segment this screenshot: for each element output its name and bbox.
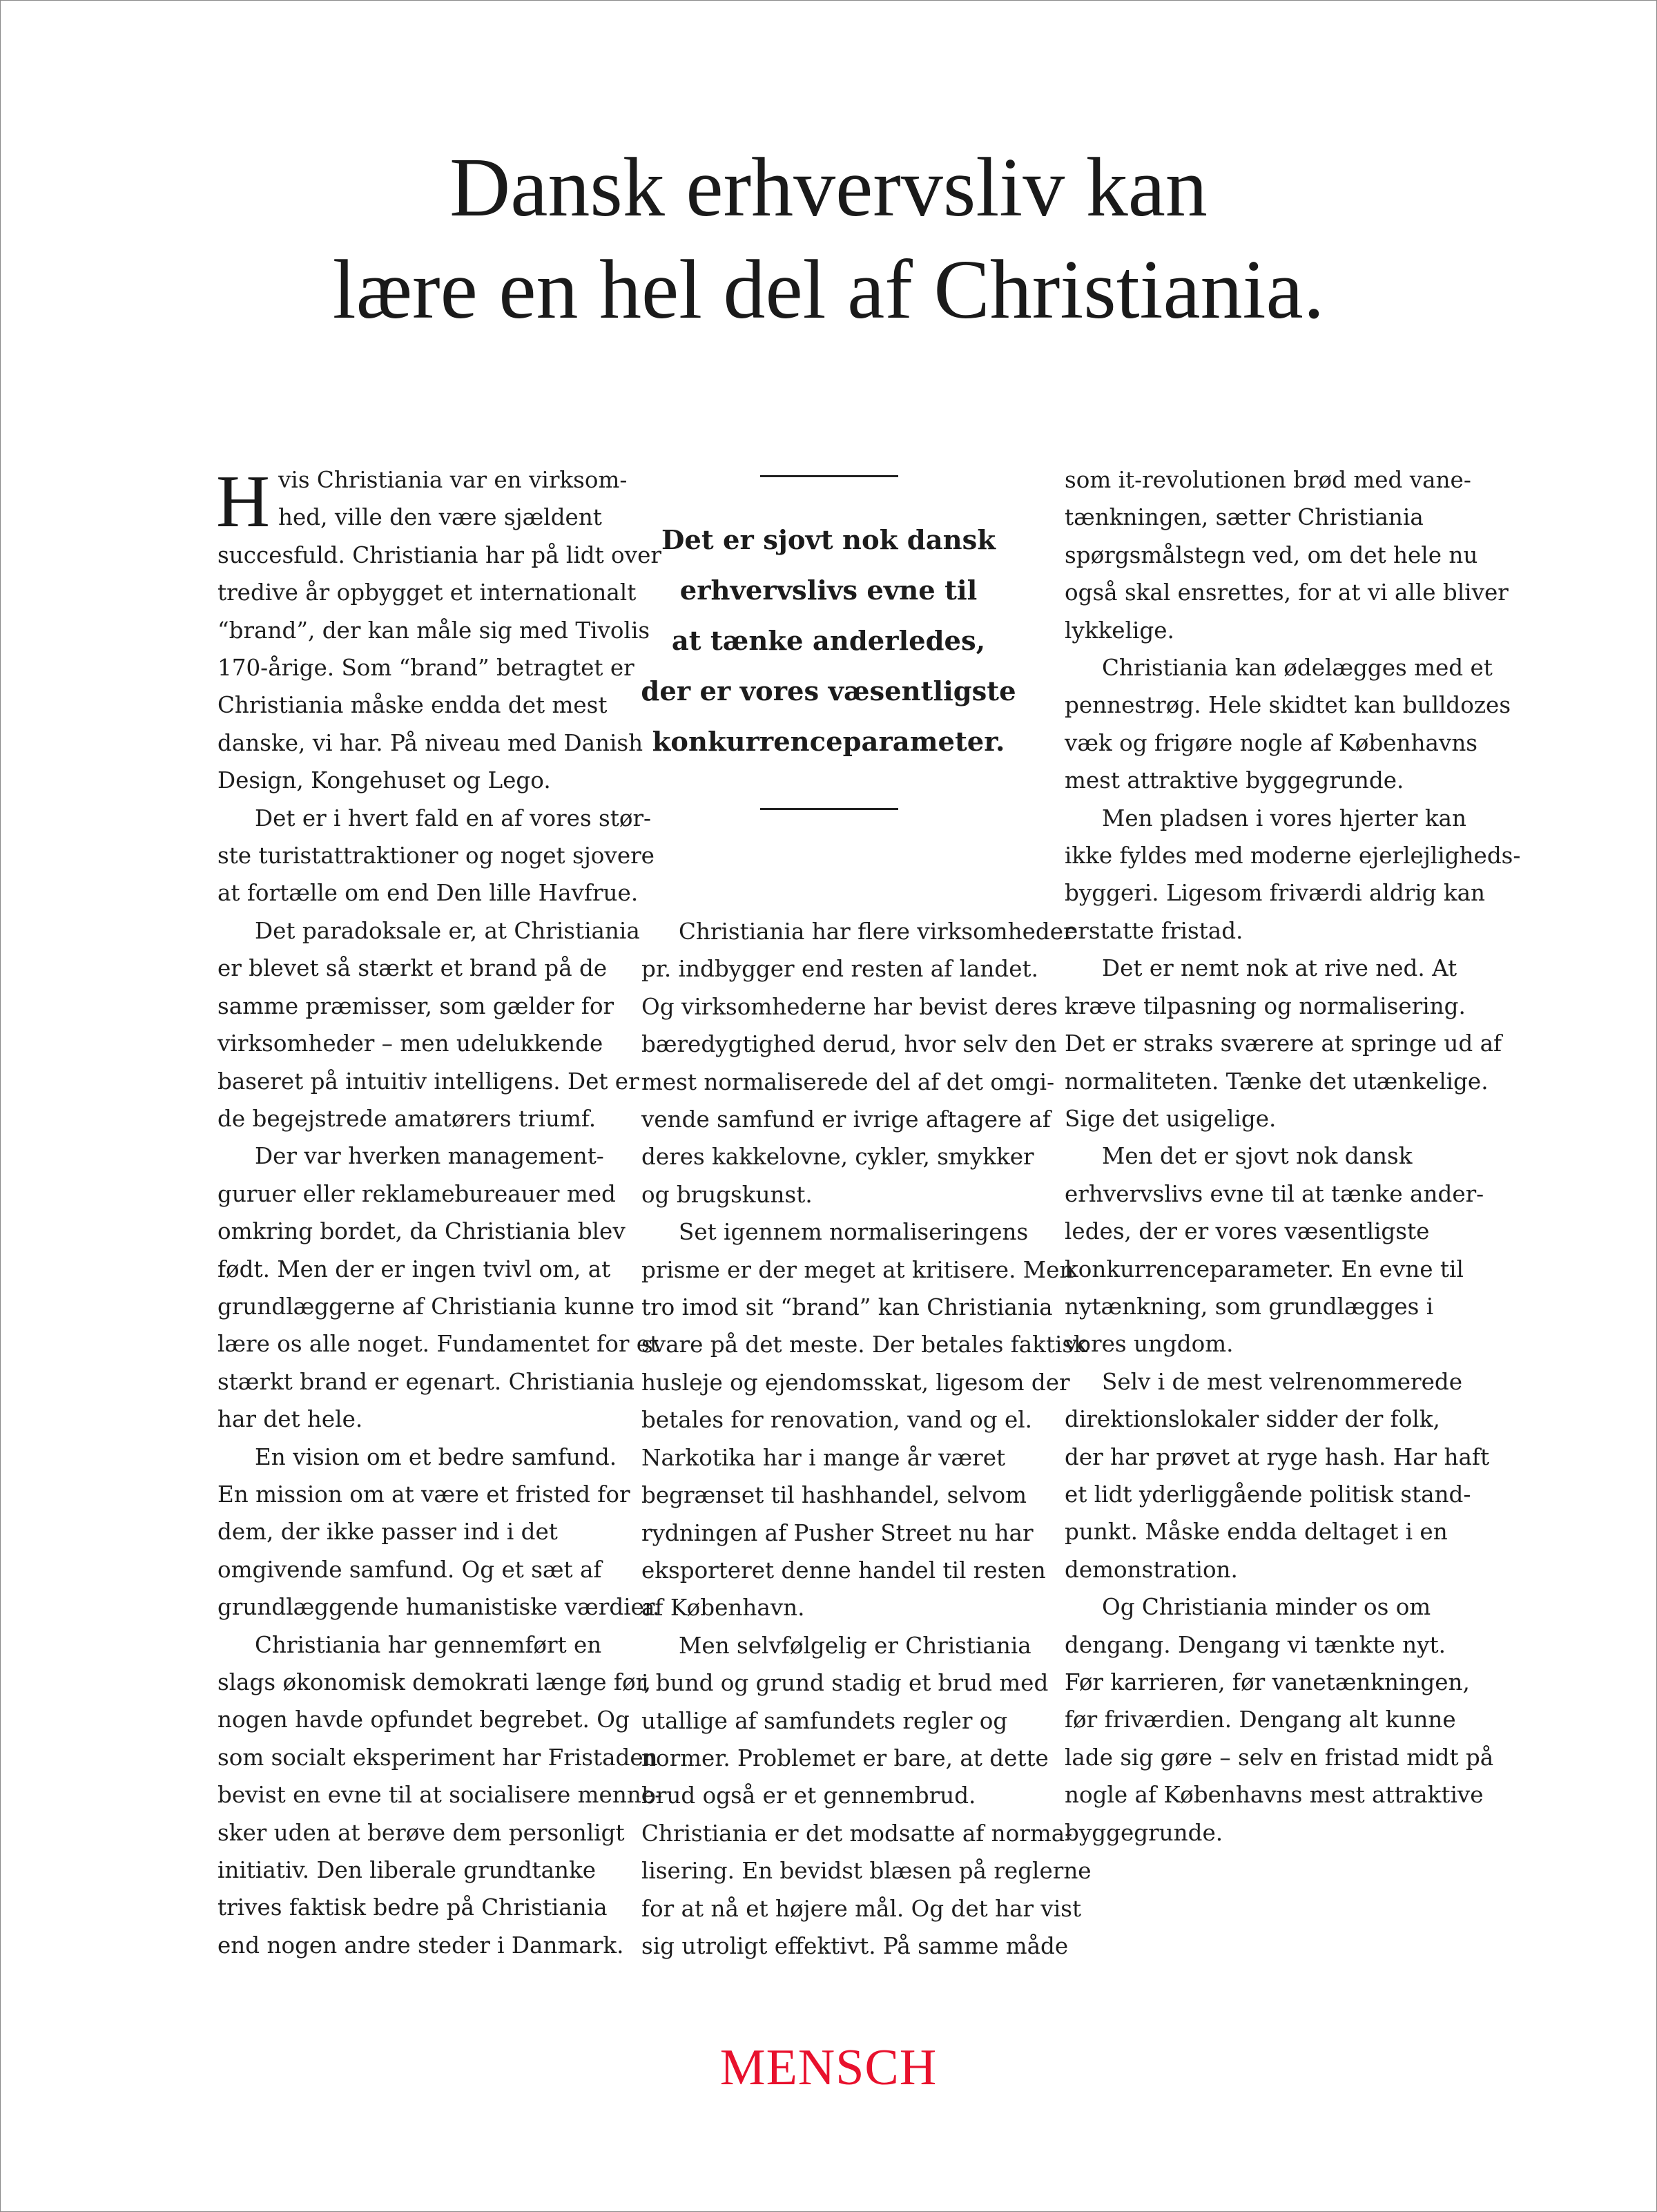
text-line: før friværdien. Dengang alt kunne <box>1065 1706 1456 1733</box>
text-line: Og Christiania minder os om <box>1102 1594 1431 1621</box>
text-line: grundlæggende humanistiske værdier. <box>217 1594 660 1621</box>
text-line: bevist en evne til at socialisere menne- <box>217 1782 663 1809</box>
text-line: ste turistattraktioner og noget sjovere <box>217 843 655 869</box>
text-line: Christiania har flere virksomheder <box>679 919 1074 945</box>
text-line: tredive år opbygget et internationalt <box>217 579 637 606</box>
text-line: Christiania har gennemført en <box>255 1631 602 1658</box>
text-line: lade sig gøre – selv en fristad midt på <box>1065 1744 1494 1771</box>
text-line: Men selvfølgelig er Christiania <box>679 1632 1031 1659</box>
text-line: Design, Kongehuset og Lego. <box>217 767 551 794</box>
text-line: født. Men der er ingen tvivl om, at <box>217 1256 611 1282</box>
text-line: tro imod sit “brand” kan Christiania <box>641 1294 1053 1321</box>
text-line: Sige det usigelige. <box>1065 1105 1277 1132</box>
text-line: hed, ville den være sjældent <box>278 504 602 531</box>
text-line: Det er straks sværere at springe ud af <box>1065 1030 1502 1057</box>
text-line: bæredygtighed derud, hvor selv den <box>641 1031 1057 1058</box>
text-line: kræve tilpasning og normalisering. <box>1065 992 1466 1019</box>
article-column-2 <box>641 913 1092 1965</box>
text-line: deres kakkelovne, cykler, smykker <box>641 1144 1034 1171</box>
text-line: Christiania er det modsatte af norma- <box>641 1820 1073 1847</box>
text-line: vores ungdom. <box>1065 1331 1234 1358</box>
text-line: spørgsmålstegn ved, om det hele nu <box>1065 541 1478 568</box>
pull-quote-line: der er vores væsentligste <box>641 676 1016 707</box>
text-line: initiativ. Den liberale grundtanke <box>217 1857 597 1884</box>
text-line: Men pladsen i vores hjerter kan <box>1102 805 1466 831</box>
text-line: pr. indbygger end resten af landet. <box>641 956 1038 983</box>
text-line: Narkotika har i mange år været <box>641 1444 1006 1471</box>
text-line: normer. Problemet er bare, at dette <box>641 1744 1049 1771</box>
text-line: virksomheder – men udelukkende <box>217 1030 603 1057</box>
text-line: er blevet så stærkt et brand på de <box>217 955 608 982</box>
text-line: stærkt brand er egenart. Christiania <box>217 1368 635 1395</box>
article-column-3 <box>1065 461 1521 1852</box>
text-line: mest attraktive byggegrunde. <box>1065 767 1404 794</box>
text-line: ikke fyldes med moderne ejerlejligheds- <box>1065 843 1521 869</box>
text-line: eksporteret denne handel til resten <box>641 1557 1046 1584</box>
text-line: dengang. Dengang vi tænkte nyt. <box>1065 1631 1446 1658</box>
pull-quote-line: Det er sjovt nok dansk <box>661 525 996 556</box>
text-line: “brand”, der kan måle sig med Tivolis <box>217 617 650 644</box>
text-line: Set igennem normaliseringens <box>679 1219 1029 1246</box>
text-line: utallige af samfundets regler og <box>641 1707 1008 1734</box>
text-line: succesfuld. Christiania har på lidt over <box>217 541 661 568</box>
text-line: Der var hverken management- <box>255 1143 604 1170</box>
text-line: Men det er sjovt nok dansk <box>1102 1143 1413 1170</box>
text-line: mest normaliserede del af det omgi- <box>641 1068 1055 1095</box>
text-line: i bund og grund stadig et brud med <box>641 1670 1049 1697</box>
text-line: af København. <box>641 1595 805 1622</box>
text-line: som it-revolutionen brød med vane- <box>1065 467 1471 493</box>
text-line: som socialt eksperiment har Fristaden <box>217 1744 658 1771</box>
text-line: samme præmisser, som gælder for <box>217 992 614 1019</box>
text-line: byggeri. Ligesom friværdi aldrig kan <box>1065 880 1486 907</box>
text-line: husleje og ejendomsskat, ligesom der <box>641 1369 1070 1396</box>
text-line: nogen havde opfundet begrebet. Og <box>217 1706 630 1733</box>
text-line: betales for renovation, vand og el. <box>641 1407 1033 1434</box>
text-line: begrænset til hashhandel, selvom <box>641 1482 1027 1509</box>
pull-quote-bottom-rule <box>760 808 898 810</box>
text-line: danske, vi har. På niveau med Danish <box>217 729 643 756</box>
text-line: omgivende samfund. Og et sæt af <box>217 1556 602 1583</box>
text-line: brud også er et gennembrud. <box>641 1782 976 1809</box>
text-line: dem, der ikke passer ind i det <box>217 1519 558 1546</box>
text-line: demonstration. <box>1065 1556 1238 1583</box>
text-line: Det er nemt nok at rive ned. At <box>1102 955 1457 982</box>
text-line: vis Christiania var en virksom- <box>278 467 628 493</box>
text-line: grundlæggerne af Christiania kunne <box>217 1293 634 1320</box>
text-line: og brugskunst. <box>641 1181 813 1208</box>
text-line: væk og frigøre nogle af Københavns <box>1065 729 1478 756</box>
text-line: ledes, der er vores væsentligste <box>1065 1218 1430 1245</box>
text-line: vende samfund er ivrige aftagere af <box>641 1106 1051 1133</box>
article-column-1 <box>216 461 663 1964</box>
text-line: Og virksomhederne har bevist deres <box>641 993 1058 1020</box>
headline-line-2: lære en hel del af Christiania. <box>332 243 1325 336</box>
text-line: En vision om et bedre samfund. <box>255 1443 617 1470</box>
text-line: svare på det meste. Der betales faktisk <box>641 1331 1087 1358</box>
pull-quote-line: erhvervslivs evne til <box>679 575 978 606</box>
text-line: Før karrieren, før vanetænkningen, <box>1065 1669 1470 1695</box>
text-line: guruer eller reklamebureauer med <box>217 1180 616 1207</box>
pull-quote-line: konkurrenceparameter. <box>652 727 1005 758</box>
pull-quote-top-rule <box>760 475 898 477</box>
headline-line-1: Dansk erhvervsliv kan <box>449 141 1208 234</box>
text-line: de begejstrede amatørers triumf. <box>217 1105 597 1132</box>
text-line: lisering. En bevidst blæsen på reglerne <box>641 1858 1092 1885</box>
text-line: lære os alle noget. Fundamentet for et <box>217 1331 659 1358</box>
text-line: baseret på intuitiv intelligens. Det er <box>217 1068 639 1095</box>
text-line: Det er i hvert fald en af vores stør- <box>255 805 652 831</box>
text-line: Christiania kan ødelægges med et <box>1102 655 1493 682</box>
text-line: der har prøvet at ryge hash. Har haft <box>1065 1443 1490 1470</box>
pull-quote <box>608 515 1049 767</box>
text-line: normaliteten. Tænke det utænkelige. <box>1065 1068 1489 1095</box>
text-line: omkring bordet, da Christiania blev <box>217 1218 626 1245</box>
text-line: rydningen af Pusher Street nu har <box>641 1519 1034 1546</box>
text-line: nytænkning, som grundlægges i <box>1065 1293 1434 1320</box>
headline <box>0 137 1657 341</box>
text-line: Det paradoksale er, at Christiania <box>255 917 640 944</box>
text-line: pennestrøg. Hele skidtet kan bulldozes <box>1065 692 1511 719</box>
text-line: slags økonomisk demokrati længe før, <box>217 1669 651 1695</box>
text-line: end nogen andre steder i Danmark. <box>217 1932 624 1959</box>
text-line: Selv i de mest velrenommerede <box>1102 1368 1462 1395</box>
text-line: trives faktisk bedre på Christiania <box>217 1894 608 1921</box>
text-line: direktionslokaler sidder der folk, <box>1065 1406 1440 1433</box>
text-line: prisme er der meget at kritisere. Men <box>641 1256 1074 1283</box>
text-line: sker uden at berøve dem personligt <box>217 1819 625 1846</box>
text-line: nogle af Københavns mest attraktive <box>1065 1782 1484 1809</box>
pull-quote-line: at tænke anderledes, <box>671 626 986 657</box>
text-line: også skal ensrettes, for at vi alle bliver <box>1065 579 1509 606</box>
text-line: tænkningen, sætter Christiania <box>1065 504 1424 531</box>
text-line: 170-årige. Som “brand” betragtet er <box>217 655 634 682</box>
drop-cap: H <box>216 461 270 543</box>
text-line: for at nå et højere mål. Og det har vist <box>641 1895 1082 1922</box>
text-line: Christiania måske endda det mest <box>217 692 608 719</box>
text-line: byggegrunde. <box>1065 1819 1223 1846</box>
text-line: et lidt yderliggående politisk stand- <box>1065 1481 1471 1508</box>
text-line: punkt. Måske endda deltaget i en <box>1065 1519 1448 1546</box>
text-line: har det hele. <box>217 1406 363 1433</box>
text-line: sig utroligt effektivt. På samme måde <box>641 1932 1069 1959</box>
text-line: lykkelige. <box>1065 617 1174 644</box>
text-line: at fortælle om end Den lille Havfrue. <box>217 880 639 907</box>
text-line: konkurrenceparameter. En evne til <box>1065 1256 1464 1282</box>
mensch-logo: MENSCH <box>719 2039 938 2096</box>
text-line: erstatte fristad. <box>1065 917 1243 944</box>
text-line: erhvervslivs evne til at tænke ander- <box>1065 1180 1484 1207</box>
text-line: En mission om at være et fristed for <box>217 1481 630 1508</box>
